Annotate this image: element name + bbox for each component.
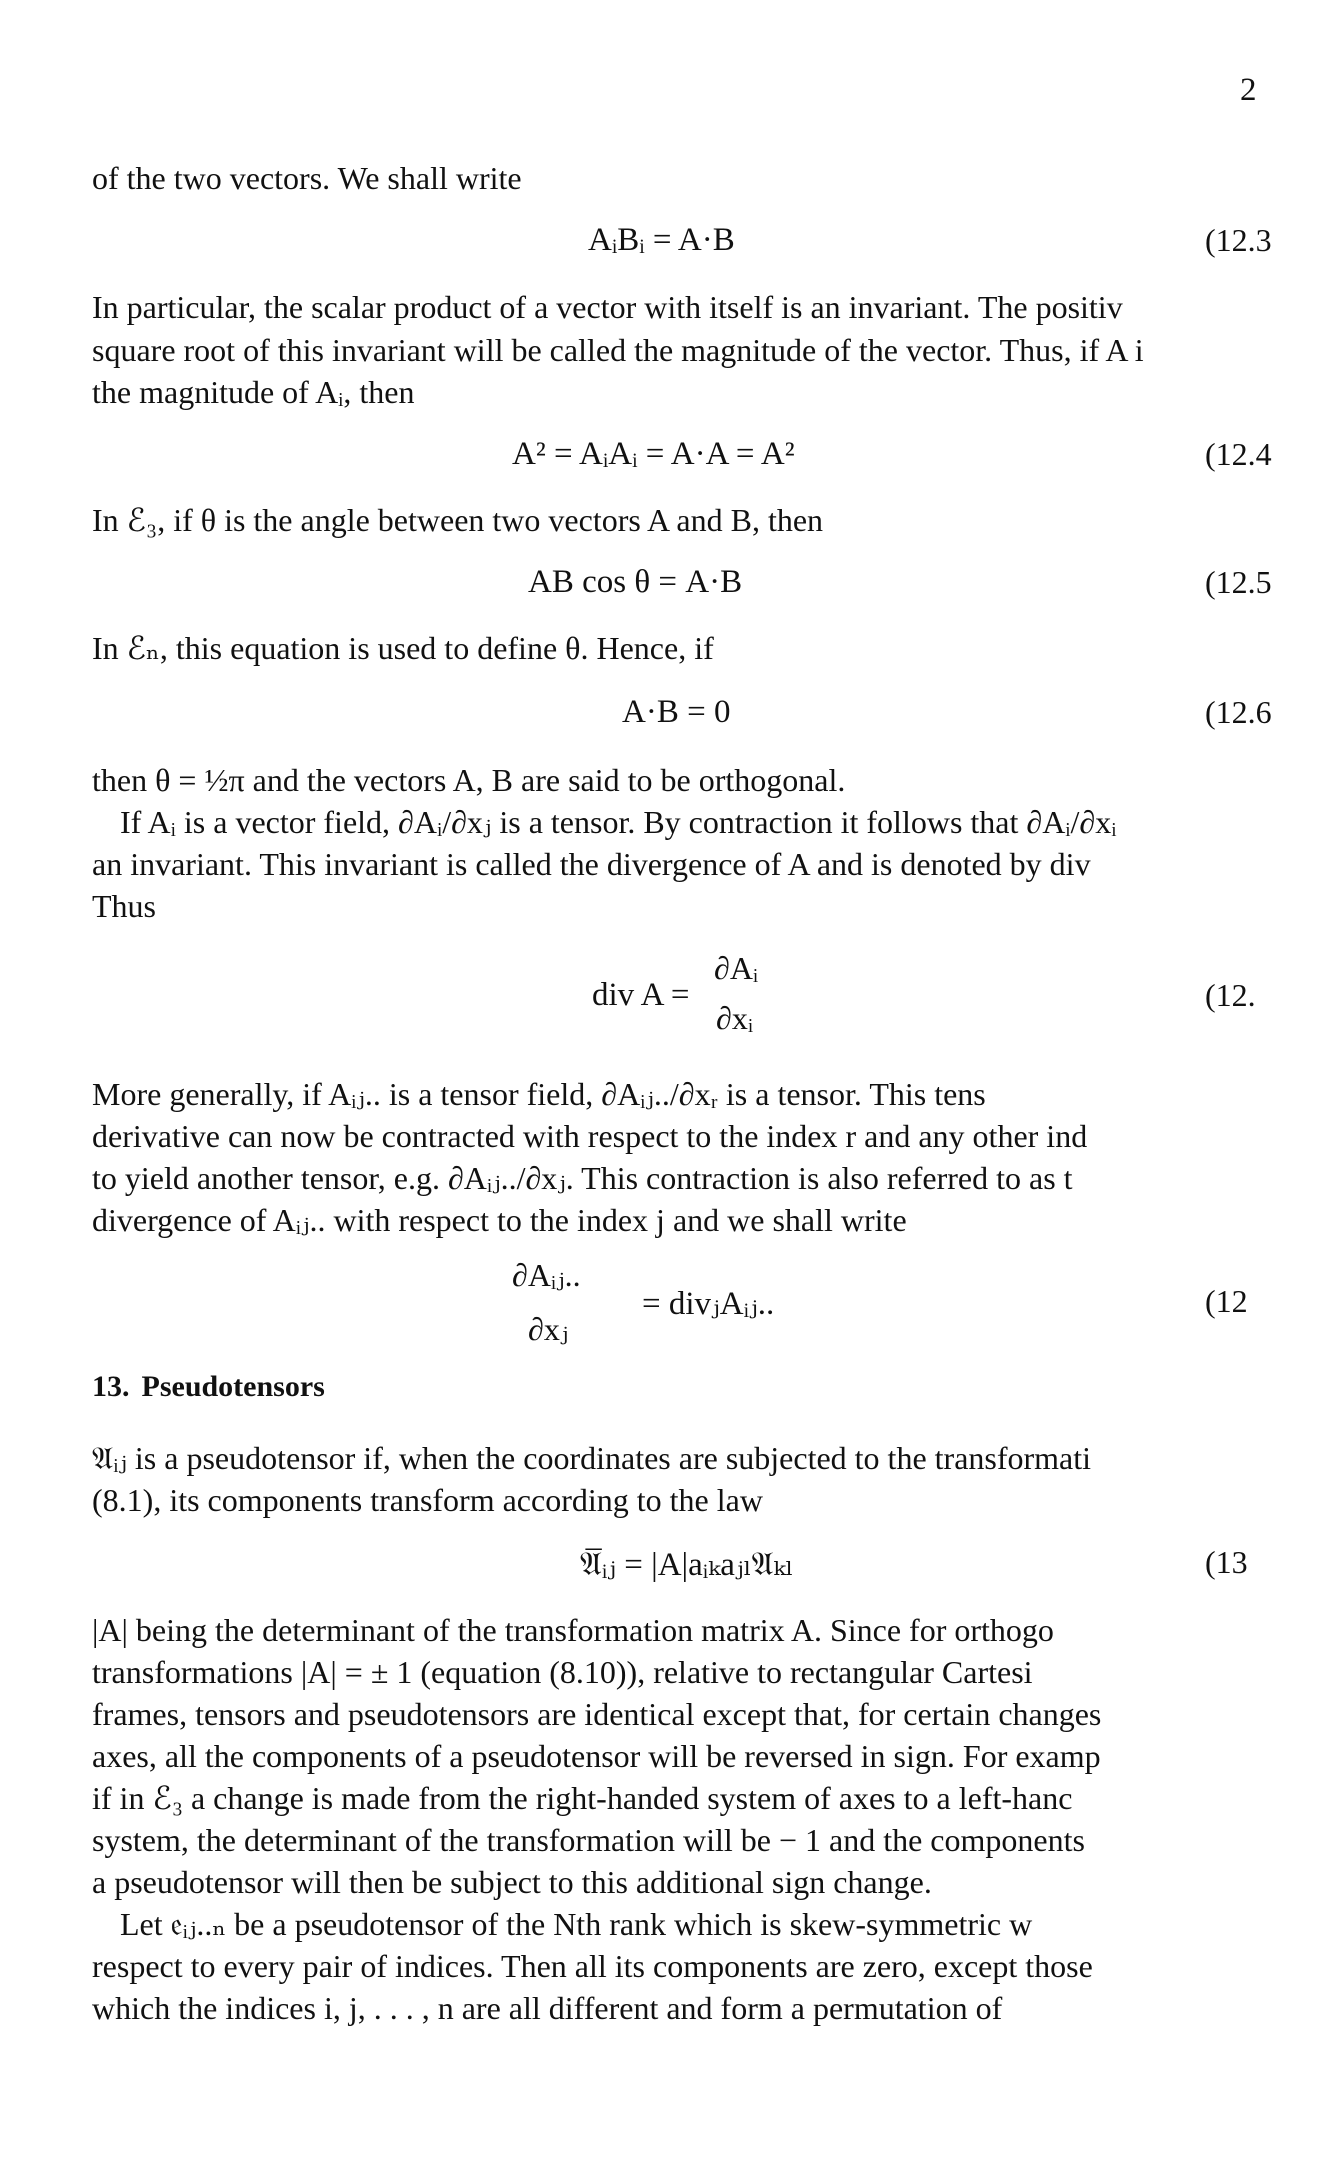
text-line: More generally, if Aᵢⱼ.. is a tensor field, ∂Aᵢⱼ../∂xᵣ is a tensor. This tens [92,1076,986,1112]
fraction-denominator: ∂xᵢ [716,1000,754,1036]
text-line: an invariant. This invariant is called the divergence of A and is denoted by div [92,846,1091,882]
equation-13: 𝔄̅ᵢⱼ = |A|aᵢₖaⱼₗ𝔄ₖₗ [580,1547,794,1583]
text-line: Thus [92,888,156,924]
text-line: In ℰₙ, this equation is used to define θ. Hence, if [92,630,714,666]
text-line: then θ = ½π and the vectors A, B are said to be orthogonal. [92,762,846,798]
text-line: frames, tensors and pseudotensors are identical except that, for certain changes [92,1696,1102,1732]
text-line: square root of this invariant will be called the magnitude of the vector. Thus, if A i [92,332,1144,368]
section-number: 13. [92,1370,130,1403]
text-line: derivative can now be contracted with respect to the index r and any other ind [92,1118,1088,1154]
text-line: the magnitude of Aᵢ, then [92,374,415,410]
equation-number: (12.4 [1205,436,1272,472]
text-line: to yield another tensor, e.g. ∂Aᵢⱼ../∂xⱼ. This contraction is also referred to as t [92,1160,1073,1196]
equation-number: (12. [1205,977,1256,1013]
section-title: Pseudotensors [141,1370,325,1403]
text-line: In particular, the scalar product of a vector with itself is an invariant. The positiv [92,289,1123,325]
equation-12-6: A·B = 0 [622,694,731,730]
text-line: respect to every pair of indices. Then all its components are zero, except those [92,1948,1093,1984]
fraction-numerator: ∂Aᵢⱼ.. [512,1257,581,1293]
equation-12-5: AB cos θ = A·B [528,564,743,600]
text-line: transformations |A| = ± 1 (equation (8.10)), relative to rectangular Cartesi [92,1654,1033,1690]
equation-12-3: AᵢBᵢ = A·B [588,222,735,258]
equation-lhs: div A = [592,977,690,1013]
equation-number: (12.5 [1205,564,1272,600]
equation-number: (12.6 [1205,694,1272,730]
text-line: if in ℰ₃ a change is made from the right-handed system of axes to a left-hanc [92,1780,1073,1816]
fraction-denominator: ∂xⱼ [528,1311,569,1347]
text-line: axes, all the components of a pseudotensor will be reversed in sign. For examp [92,1738,1101,1774]
equation-rhs: = divⱼAᵢⱼ.. [642,1286,775,1322]
text-line: Let 𝔢ᵢⱼ..ₙ be a pseudotensor of the Nth rank which is skew-symmetric w [120,1906,1033,1942]
page-number: 2 [1240,72,1257,108]
text-line: divergence of Aᵢⱼ.. with respect to the index j and we shall write [92,1202,907,1238]
section-heading [92,1370,325,1404]
text-line: |A| being the determinant of the transformation matrix A. Since for orthogo [92,1612,1054,1648]
text-line: a pseudotensor will then be subject to this additional sign change. [92,1864,932,1900]
equation-12-4: A² = AᵢAᵢ = A·A = A² [512,436,795,472]
equation-number: (12 [1205,1283,1248,1319]
text-line: If Aᵢ is a vector field, ∂Aᵢ/∂xⱼ is a tensor. By contraction it follows that ∂Aᵢ/∂xᵢ [120,804,1117,840]
text-line: (8.1), its components transform according to the law [92,1482,763,1518]
text-line: which the indices i, j, . . . , n are all different and form a permutation of [92,1990,1003,2026]
text-line: In ℰ₃, if θ is the angle between two vectors A and B, then [92,502,824,538]
text-line: system, the determinant of the transformation will be − 1 and the components [92,1822,1085,1858]
equation-number: (13 [1205,1544,1248,1580]
text-line: 𝔄ᵢⱼ is a pseudotensor if, when the coordinates are subjected to the transformati [92,1440,1092,1476]
text-line: of the two vectors. We shall write [92,160,522,196]
fraction-numerator: ∂Aᵢ [714,950,759,986]
equation-number: (12.3 [1205,222,1272,258]
